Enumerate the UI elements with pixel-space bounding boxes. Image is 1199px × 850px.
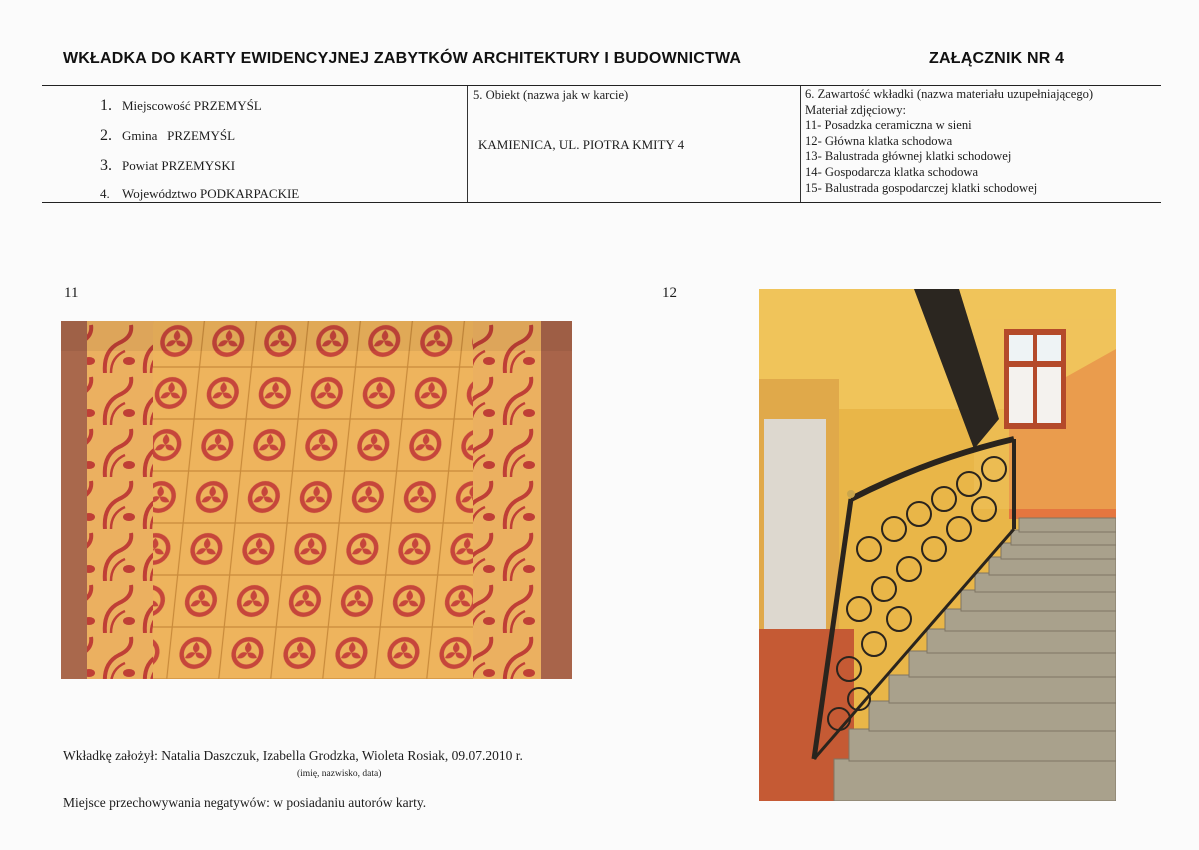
table-divider — [800, 86, 801, 202]
photo-floor-tiles — [61, 321, 572, 679]
document-title: WKŁADKA DO KARTY EWIDENCYJNEJ ZABYTKÓW ARCHITEKTURY I BUDOWNICTWA — [63, 50, 742, 67]
contents-item: 12- Główna klatka schodowa — [805, 133, 953, 148]
attachment-label: ZAŁĄCZNIK NR 4 — [929, 50, 1065, 67]
negatives-location: Miejsce przechowywania negatywów: w posiadaniu autorów karty. — [63, 795, 427, 810]
object-label: 5. Obiekt (nazwa jak w karcie) — [473, 88, 629, 102]
row-text: Miejscowość PRZEMYŚL — [122, 98, 262, 113]
row-text: Gmina PRZEMYŚL — [122, 128, 236, 143]
row-text: Województwo PODKARPACKIE — [122, 186, 300, 201]
contents-item: 15- Balustrada gospodarczej klatki schodowej — [805, 180, 1038, 195]
contents-item: 11- Posadzka ceramiczna w sieni — [805, 118, 972, 133]
location-row-3 — [100, 157, 235, 175]
table-top-rule — [42, 85, 1161, 86]
location-row-4 — [100, 186, 299, 202]
row-number: 3. — [100, 157, 112, 174]
photo-staircase — [759, 289, 1116, 801]
photo-number-12: 12 — [662, 285, 677, 301]
contents-label: 6. Zawartość wkładki (nazwa materiału uzupełniającego) — [805, 87, 1094, 101]
author-hint: (imię, nazwisko, data) — [297, 769, 382, 779]
row-number: 2. — [100, 127, 112, 144]
table-bottom-rule — [42, 202, 1161, 203]
location-row-2 — [100, 127, 235, 145]
contents-subtitle: Materiał zdjęciowy: — [805, 102, 907, 117]
row-number: 1. — [100, 97, 112, 114]
contents-item: 14- Gospodarcza klatka schodowa — [805, 164, 979, 179]
photo-number-11: 11 — [64, 285, 79, 301]
object-value: KAMIENICA, UL. PIOTRA KMITY 4 — [478, 137, 685, 152]
row-number: 4. — [100, 186, 110, 201]
table-divider — [467, 86, 468, 202]
row-text: Powiat PRZEMYSKI — [122, 158, 236, 173]
contents-block — [805, 87, 1093, 196]
contents-item: 13- Balustrada głównej klatki schodowej — [805, 149, 1012, 164]
location-row-1 — [100, 97, 262, 115]
author-line: Wkładkę założył: Natalia Daszczuk, Izabella Grodzka, Wioleta Rosiak, 09.07.2010 r. — [63, 748, 523, 763]
